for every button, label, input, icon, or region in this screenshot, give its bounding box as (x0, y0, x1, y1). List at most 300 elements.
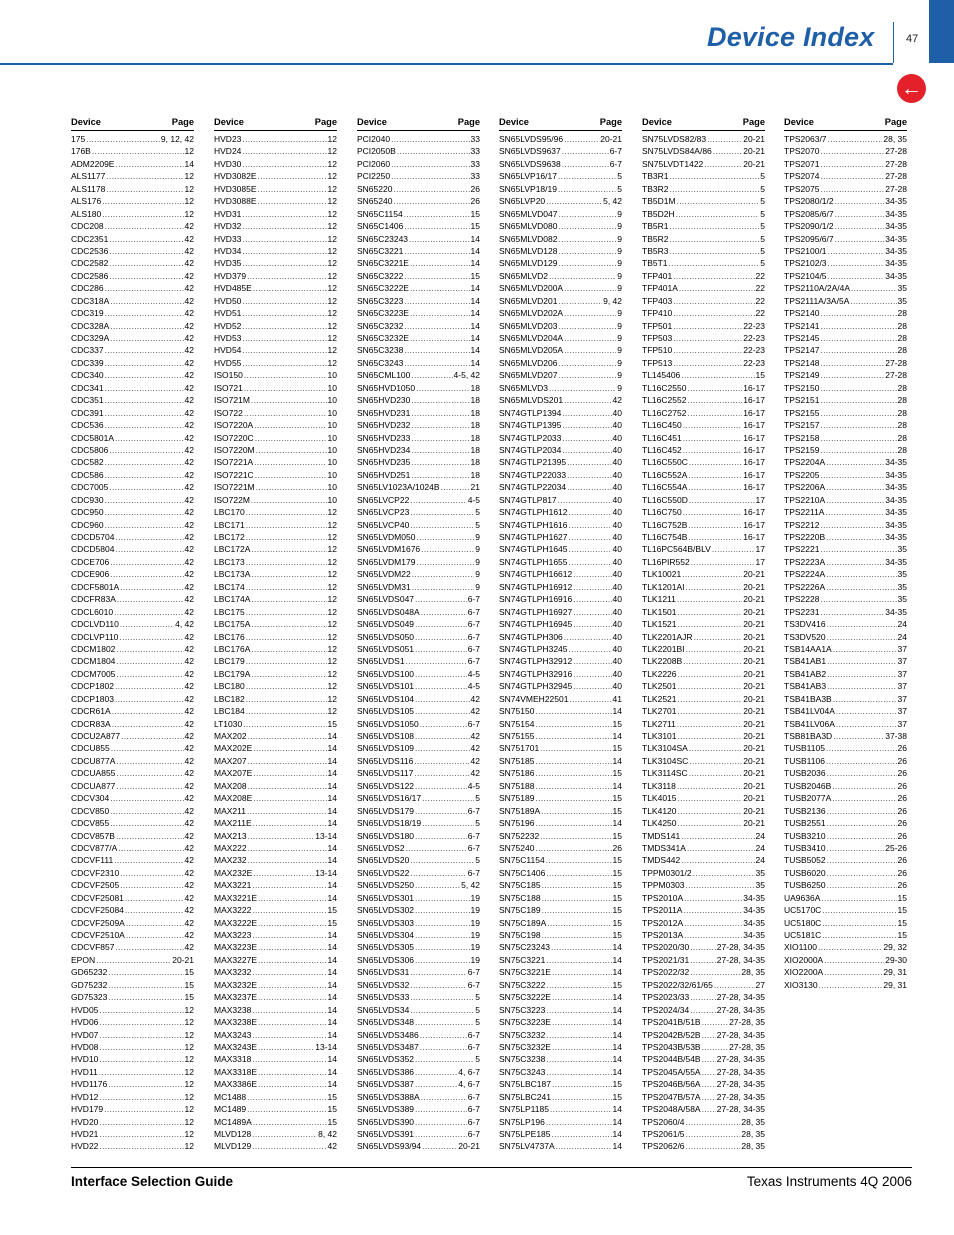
index-entry[interactable] (71, 780, 194, 792)
index-entry[interactable] (642, 705, 765, 717)
index-entry[interactable] (784, 170, 907, 182)
index-entry[interactable] (71, 892, 194, 904)
index-entry[interactable] (499, 344, 622, 356)
index-entry[interactable] (499, 693, 622, 705)
index-entry[interactable] (499, 444, 622, 456)
index-entry[interactable] (784, 979, 907, 991)
index-entry[interactable] (784, 419, 907, 431)
index-entry[interactable] (357, 481, 480, 493)
back-arrow-icon[interactable]: ← (897, 74, 926, 103)
index-entry[interactable] (214, 208, 337, 220)
index-entry[interactable] (71, 1029, 194, 1041)
index-entry[interactable] (71, 1103, 194, 1115)
index-entry[interactable] (499, 1103, 622, 1115)
index-entry[interactable] (357, 257, 480, 269)
index-entry[interactable] (642, 1078, 765, 1090)
index-entry[interactable] (71, 543, 194, 555)
index-entry[interactable] (499, 407, 622, 419)
index-entry[interactable] (357, 158, 480, 170)
index-entry[interactable] (642, 158, 765, 170)
index-entry[interactable] (357, 830, 480, 842)
index-entry[interactable] (357, 929, 480, 941)
index-entry[interactable] (71, 170, 194, 182)
index-entry[interactable] (784, 543, 907, 555)
index-entry[interactable] (499, 1041, 622, 1053)
index-entry[interactable] (357, 245, 480, 257)
index-entry[interactable] (784, 593, 907, 605)
index-entry[interactable] (784, 407, 907, 419)
index-entry[interactable] (784, 245, 907, 257)
index-entry[interactable] (357, 220, 480, 232)
index-entry[interactable] (642, 792, 765, 804)
index-entry[interactable] (499, 1066, 622, 1078)
index-entry[interactable] (214, 904, 337, 916)
index-entry[interactable] (214, 531, 337, 543)
index-entry[interactable] (642, 742, 765, 754)
index-entry[interactable] (214, 469, 337, 481)
index-entry[interactable] (642, 456, 765, 468)
index-entry[interactable] (214, 929, 337, 941)
index-entry[interactable] (642, 320, 765, 332)
index-entry[interactable] (357, 693, 480, 705)
index-entry[interactable] (642, 481, 765, 493)
index-entry[interactable] (784, 879, 907, 891)
index-entry[interactable] (214, 892, 337, 904)
index-entry[interactable] (642, 369, 765, 381)
index-entry[interactable] (642, 195, 765, 207)
index-entry[interactable] (214, 1041, 337, 1053)
index-entry[interactable] (357, 867, 480, 879)
index-entry[interactable] (71, 805, 194, 817)
index-entry[interactable] (642, 817, 765, 829)
index-entry[interactable] (499, 494, 622, 506)
index-entry[interactable] (214, 742, 337, 754)
index-entry[interactable] (71, 593, 194, 605)
index-entry[interactable] (642, 1091, 765, 1103)
index-entry[interactable] (642, 208, 765, 220)
index-entry[interactable] (499, 979, 622, 991)
index-entry[interactable] (71, 680, 194, 692)
index-entry[interactable] (71, 581, 194, 593)
index-entry[interactable] (784, 966, 907, 978)
index-entry[interactable] (214, 1066, 337, 1078)
index-entry[interactable] (499, 929, 622, 941)
index-entry[interactable] (71, 432, 194, 444)
index-entry[interactable] (214, 332, 337, 344)
index-entry[interactable] (214, 655, 337, 667)
index-entry[interactable] (784, 432, 907, 444)
index-entry[interactable] (71, 966, 194, 978)
index-entry[interactable] (357, 195, 480, 207)
index-entry[interactable] (642, 767, 765, 779)
index-entry[interactable] (214, 606, 337, 618)
index-entry[interactable] (71, 842, 194, 854)
index-entry[interactable] (642, 1053, 765, 1065)
index-entry[interactable] (499, 917, 622, 929)
index-entry[interactable] (214, 954, 337, 966)
index-entry[interactable] (71, 295, 194, 307)
index-entry[interactable] (784, 519, 907, 531)
index-entry[interactable] (71, 568, 194, 580)
index-entry[interactable] (499, 543, 622, 555)
index-entry[interactable] (499, 606, 622, 618)
index-entry[interactable] (357, 954, 480, 966)
index-entry[interactable] (357, 394, 480, 406)
index-entry[interactable] (357, 145, 480, 157)
index-entry[interactable] (214, 1103, 337, 1115)
index-entry[interactable] (642, 394, 765, 406)
index-entry[interactable] (214, 170, 337, 182)
index-entry[interactable] (214, 357, 337, 369)
index-entry[interactable] (214, 1004, 337, 1016)
index-entry[interactable] (499, 842, 622, 854)
index-entry[interactable] (642, 730, 765, 742)
index-entry[interactable] (784, 394, 907, 406)
index-entry[interactable] (71, 369, 194, 381)
index-entry[interactable] (357, 295, 480, 307)
index-entry[interactable] (214, 693, 337, 705)
index-entry[interactable] (784, 456, 907, 468)
index-entry[interactable] (499, 892, 622, 904)
index-entry[interactable] (214, 842, 337, 854)
index-entry[interactable] (642, 145, 765, 157)
index-entry[interactable] (357, 282, 480, 294)
index-entry[interactable] (642, 655, 765, 667)
index-entry[interactable] (214, 183, 337, 195)
index-entry[interactable] (784, 680, 907, 692)
index-entry[interactable] (71, 917, 194, 929)
index-entry[interactable] (499, 195, 622, 207)
index-entry[interactable] (214, 257, 337, 269)
index-entry[interactable] (214, 830, 337, 842)
index-entry[interactable] (357, 432, 480, 444)
index-entry[interactable] (357, 270, 480, 282)
index-entry[interactable] (642, 344, 765, 356)
index-entry[interactable] (642, 904, 765, 916)
index-entry[interactable] (642, 1041, 765, 1053)
index-entry[interactable] (499, 668, 622, 680)
index-entry[interactable] (214, 270, 337, 282)
index-entry[interactable] (214, 767, 337, 779)
index-entry[interactable] (214, 432, 337, 444)
index-entry[interactable] (214, 295, 337, 307)
index-entry[interactable] (784, 531, 907, 543)
index-entry[interactable] (357, 407, 480, 419)
index-entry[interactable] (71, 730, 194, 742)
index-entry[interactable] (71, 158, 194, 170)
index-entry[interactable] (499, 742, 622, 754)
index-entry[interactable] (784, 183, 907, 195)
index-entry[interactable] (214, 133, 337, 145)
index-entry[interactable] (499, 519, 622, 531)
index-entry[interactable] (784, 867, 907, 879)
index-entry[interactable] (784, 718, 907, 730)
index-entry[interactable] (784, 282, 907, 294)
index-entry[interactable] (214, 792, 337, 804)
index-entry[interactable] (71, 643, 194, 655)
index-entry[interactable] (642, 1116, 765, 1128)
index-entry[interactable] (642, 1016, 765, 1028)
index-entry[interactable] (499, 941, 622, 953)
index-entry[interactable] (642, 805, 765, 817)
index-entry[interactable] (357, 170, 480, 182)
index-entry[interactable] (642, 755, 765, 767)
index-entry[interactable] (499, 792, 622, 804)
index-entry[interactable] (214, 680, 337, 692)
index-entry[interactable] (214, 407, 337, 419)
index-entry[interactable] (214, 867, 337, 879)
index-entry[interactable] (357, 469, 480, 481)
index-entry[interactable] (499, 568, 622, 580)
index-entry[interactable] (499, 867, 622, 879)
index-entry[interactable] (784, 481, 907, 493)
index-entry[interactable] (71, 879, 194, 891)
index-entry[interactable] (642, 1140, 765, 1152)
index-entry[interactable] (357, 208, 480, 220)
index-entry[interactable] (642, 270, 765, 282)
index-entry[interactable] (784, 755, 907, 767)
index-entry[interactable] (499, 183, 622, 195)
index-entry[interactable] (642, 233, 765, 245)
index-entry[interactable] (499, 817, 622, 829)
index-entry[interactable] (214, 382, 337, 394)
index-entry[interactable] (499, 170, 622, 182)
index-entry[interactable] (642, 1103, 765, 1115)
index-entry[interactable] (642, 693, 765, 705)
index-entry[interactable] (357, 320, 480, 332)
index-entry[interactable] (499, 419, 622, 431)
index-entry[interactable] (71, 941, 194, 953)
index-entry[interactable] (499, 158, 622, 170)
index-entry[interactable] (642, 245, 765, 257)
index-entry[interactable] (784, 655, 907, 667)
index-entry[interactable] (214, 369, 337, 381)
index-entry[interactable] (642, 668, 765, 680)
index-entry[interactable] (214, 556, 337, 568)
index-entry[interactable] (642, 444, 765, 456)
index-entry[interactable] (784, 369, 907, 381)
index-entry[interactable] (71, 854, 194, 866)
index-entry[interactable] (214, 506, 337, 518)
index-entry[interactable] (784, 145, 907, 157)
index-entry[interactable] (642, 830, 765, 842)
index-entry[interactable] (642, 543, 765, 555)
index-entry[interactable] (71, 618, 194, 630)
index-entry[interactable] (642, 966, 765, 978)
index-entry[interactable] (642, 618, 765, 630)
index-entry[interactable] (357, 1078, 480, 1090)
index-entry[interactable] (214, 631, 337, 643)
index-entry[interactable] (499, 1128, 622, 1140)
index-entry[interactable] (784, 941, 907, 953)
index-entry[interactable] (71, 1066, 194, 1078)
index-entry[interactable] (499, 718, 622, 730)
index-entry[interactable] (499, 220, 622, 232)
index-entry[interactable] (71, 792, 194, 804)
index-entry[interactable] (71, 1053, 194, 1065)
index-entry[interactable] (642, 991, 765, 1003)
index-entry[interactable] (357, 357, 480, 369)
index-entry[interactable] (357, 444, 480, 456)
index-entry[interactable] (357, 183, 480, 195)
index-entry[interactable] (784, 469, 907, 481)
index-entry[interactable] (642, 680, 765, 692)
index-entry[interactable] (784, 643, 907, 655)
index-entry[interactable] (214, 941, 337, 953)
index-entry[interactable] (357, 643, 480, 655)
index-entry[interactable] (499, 245, 622, 257)
index-entry[interactable] (357, 543, 480, 555)
index-entry[interactable] (499, 991, 622, 1003)
index-entry[interactable] (642, 332, 765, 344)
index-entry[interactable] (214, 1116, 337, 1128)
index-entry[interactable] (71, 233, 194, 245)
index-entry[interactable] (784, 382, 907, 394)
index-entry[interactable] (357, 892, 480, 904)
index-entry[interactable] (214, 444, 337, 456)
index-entry[interactable] (214, 233, 337, 245)
index-entry[interactable] (499, 830, 622, 842)
index-entry[interactable] (214, 991, 337, 1003)
index-entry[interactable] (214, 220, 337, 232)
index-entry[interactable] (71, 220, 194, 232)
index-entry[interactable] (71, 320, 194, 332)
index-entry[interactable] (784, 494, 907, 506)
index-entry[interactable] (357, 705, 480, 717)
index-entry[interactable] (357, 593, 480, 605)
index-entry[interactable] (784, 307, 907, 319)
index-entry[interactable] (71, 556, 194, 568)
index-entry[interactable] (71, 991, 194, 1003)
index-entry[interactable] (71, 718, 194, 730)
index-entry[interactable] (357, 307, 480, 319)
index-entry[interactable] (71, 307, 194, 319)
index-entry[interactable] (357, 1128, 480, 1140)
index-entry[interactable] (357, 1016, 480, 1028)
index-entry[interactable] (642, 307, 765, 319)
index-entry[interactable] (214, 320, 337, 332)
index-entry[interactable] (784, 805, 907, 817)
index-entry[interactable] (71, 668, 194, 680)
index-entry[interactable] (214, 805, 337, 817)
index-entry[interactable] (357, 854, 480, 866)
index-entry[interactable] (214, 581, 337, 593)
index-entry[interactable] (499, 369, 622, 381)
index-entry[interactable] (357, 233, 480, 245)
index-entry[interactable] (357, 767, 480, 779)
index-entry[interactable] (642, 1066, 765, 1078)
index-entry[interactable] (499, 320, 622, 332)
index-entry[interactable] (499, 295, 622, 307)
index-entry[interactable] (214, 307, 337, 319)
index-entry[interactable] (71, 195, 194, 207)
index-entry[interactable] (642, 892, 765, 904)
index-entry[interactable] (784, 195, 907, 207)
index-entry[interactable] (499, 332, 622, 344)
index-entry[interactable] (214, 282, 337, 294)
index-entry[interactable] (642, 183, 765, 195)
index-entry[interactable] (784, 792, 907, 804)
index-entry[interactable] (499, 133, 622, 145)
index-entry[interactable] (357, 419, 480, 431)
index-entry[interactable] (642, 581, 765, 593)
index-entry[interactable] (214, 494, 337, 506)
index-entry[interactable] (71, 270, 194, 282)
index-entry[interactable] (642, 257, 765, 269)
index-entry[interactable] (642, 643, 765, 655)
index-entry[interactable] (71, 1041, 194, 1053)
index-entry[interactable] (784, 917, 907, 929)
index-entry[interactable] (214, 817, 337, 829)
index-entry[interactable] (214, 543, 337, 555)
index-entry[interactable] (214, 568, 337, 580)
index-entry[interactable] (357, 780, 480, 792)
index-entry[interactable] (357, 618, 480, 630)
index-entry[interactable] (499, 1140, 622, 1152)
index-entry[interactable] (214, 780, 337, 792)
index-entry[interactable] (784, 954, 907, 966)
index-entry[interactable] (499, 1078, 622, 1090)
index-entry[interactable] (214, 618, 337, 630)
index-entry[interactable] (642, 568, 765, 580)
index-entry[interactable] (214, 854, 337, 866)
index-entry[interactable] (642, 854, 765, 866)
index-entry[interactable] (499, 705, 622, 717)
index-entry[interactable] (357, 966, 480, 978)
index-entry[interactable] (642, 133, 765, 145)
index-entry[interactable] (357, 531, 480, 543)
index-entry[interactable] (499, 904, 622, 916)
index-entry[interactable] (499, 680, 622, 692)
index-entry[interactable] (784, 767, 907, 779)
index-entry[interactable] (71, 929, 194, 941)
index-entry[interactable] (499, 1091, 622, 1103)
index-entry[interactable] (357, 742, 480, 754)
index-entry[interactable] (784, 929, 907, 941)
index-entry[interactable] (71, 979, 194, 991)
index-entry[interactable] (784, 842, 907, 854)
index-entry[interactable] (642, 917, 765, 929)
index-entry[interactable] (642, 432, 765, 444)
index-entry[interactable] (71, 506, 194, 518)
index-entry[interactable] (71, 133, 194, 145)
index-entry[interactable] (642, 1128, 765, 1140)
index-entry[interactable] (214, 966, 337, 978)
index-entry[interactable] (71, 705, 194, 717)
index-entry[interactable] (784, 742, 907, 754)
index-entry[interactable] (642, 170, 765, 182)
index-entry[interactable] (499, 145, 622, 157)
index-entry[interactable] (784, 270, 907, 282)
index-entry[interactable] (784, 208, 907, 220)
index-entry[interactable] (357, 941, 480, 953)
index-entry[interactable] (357, 568, 480, 580)
index-entry[interactable] (642, 407, 765, 419)
index-entry[interactable] (784, 668, 907, 680)
index-entry[interactable] (642, 929, 765, 941)
index-entry[interactable] (357, 979, 480, 991)
index-entry[interactable] (71, 456, 194, 468)
index-entry[interactable] (71, 954, 194, 966)
index-entry[interactable] (71, 407, 194, 419)
index-entry[interactable] (642, 556, 765, 568)
index-entry[interactable] (214, 195, 337, 207)
index-entry[interactable] (357, 755, 480, 767)
index-entry[interactable] (214, 917, 337, 929)
index-entry[interactable] (499, 481, 622, 493)
index-entry[interactable] (357, 842, 480, 854)
index-entry[interactable] (784, 780, 907, 792)
